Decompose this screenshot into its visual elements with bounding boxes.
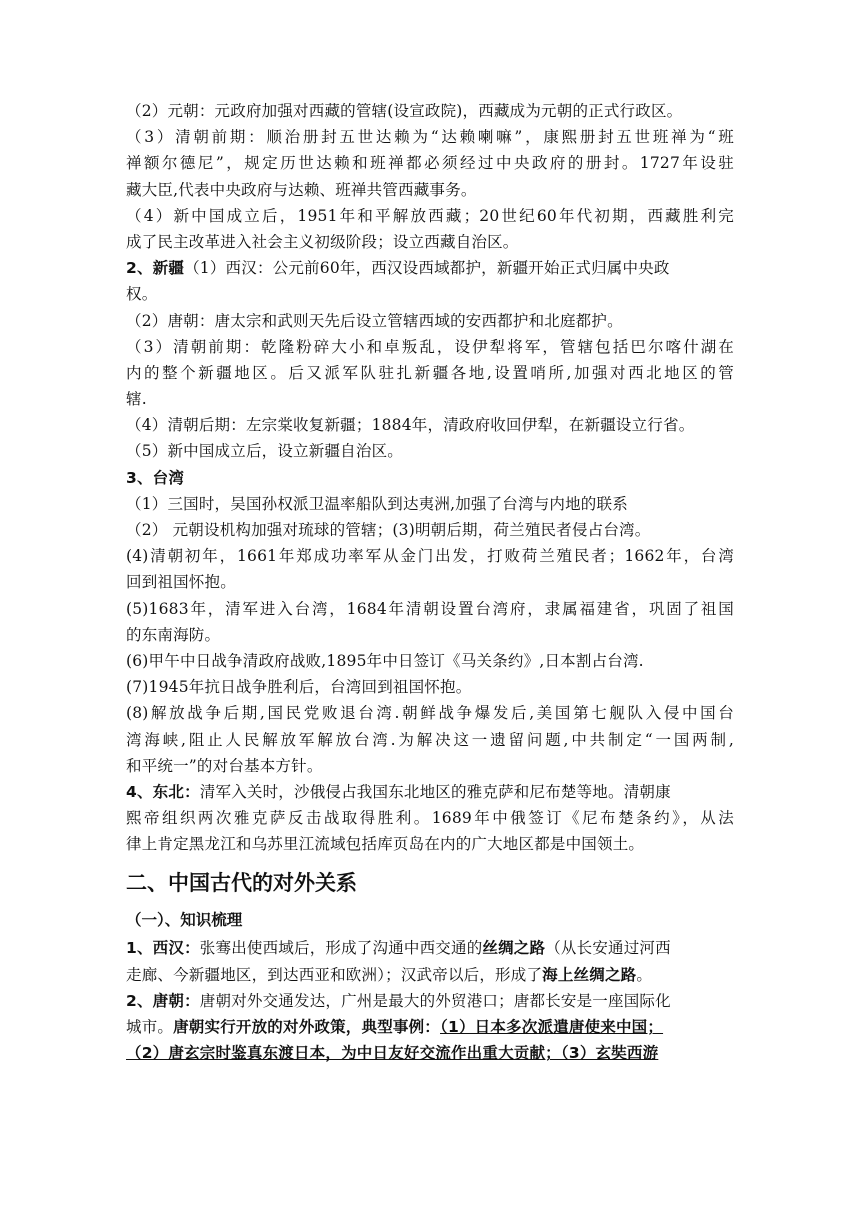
text-line: 禅额尔德尼”，规定历世达赖和班禅都必须经过中央政府的册封。1727年设驻 xyxy=(126,154,734,173)
text-span: 张骞出使西域后，形成了沟通中西交通的 xyxy=(199,939,483,958)
text-line: (6)甲午中日战争清政府战败,1895年中日签订《马关条约》,日本割占台湾. xyxy=(126,651,644,670)
text-line: （2）元朝：元政府加强对西藏的管辖(设宣政院)，西藏成为元朝的正式行政区。 xyxy=(126,102,683,120)
text-line: 回到祖国怀抱。 xyxy=(126,573,236,592)
text-line: （4）清朝后期：左宗棠收复新疆；1884年，清政府收回伊犁，在新疆设立行省。 xyxy=(126,416,695,435)
text-line xyxy=(126,962,734,988)
taiwan-label: 3、台湾 xyxy=(126,468,185,487)
text-line: 的东南海防。 xyxy=(126,625,221,644)
silk-road-term: 丝绸之路 xyxy=(482,939,546,958)
xihan-label: 1、西汉： xyxy=(126,939,200,958)
text-line: 律上肯定黑龙江和乌苏里江流域包括库页岛在内的广大地区都是中国领土。 xyxy=(126,835,645,854)
text-span: （从长安通过河西 xyxy=(545,939,671,958)
xinjiang-label: 2、新疆 xyxy=(126,259,185,278)
text-line: （3）清朝前期：顺治册封五世达赖为“达赖喇嘛”，康熙册封五世班禅为“班 xyxy=(126,128,734,147)
text-line: （2） 元朝设机构加强对琉球的管辖；(3)明朝后期，荷兰殖民者侵占台湾。 xyxy=(126,521,651,539)
text-line: 成了民主改革进入社会主义初级阶段；设立西藏自治区。 xyxy=(126,232,519,251)
text-span: 。 xyxy=(636,965,653,984)
text-line xyxy=(126,1014,734,1040)
text-line: 藏大臣,代表中央政府与达赖、班禅共管西藏事务。 xyxy=(126,180,477,199)
text-line: （1）三国时，吴国孙权派卫温率船队到达夷洲,加强了台湾与内地的联系 xyxy=(126,494,628,513)
text-line: 熙帝组织两次雅克萨反击战取得胜利。1689年中俄签订《尼布楚条约》，从法 xyxy=(126,809,734,828)
text-span: 唐朝对外交通发达，广州是最大的外贸港口；唐都长安是一座国际化 xyxy=(199,991,671,1010)
tang-example-2: （2）唐玄宗时鉴真东渡日本，为中日友好交流作出重大贡献；（3）玄奘西游 xyxy=(126,1044,659,1063)
text-line: 辖. xyxy=(126,390,147,409)
text-line: (8)解放战争后期,国民党败退台湾.朝鲜战争爆发后,美国第七舰队入侵中国台 xyxy=(126,704,734,723)
tang-line xyxy=(126,988,734,1014)
tangchao-label: 2、唐朝： xyxy=(126,991,200,1010)
text-span: 走廊、今新疆地区，到达西亚和欧洲）；汉武帝以后，形成了 xyxy=(126,965,543,984)
dongbei-line xyxy=(126,779,734,805)
maritime-silk-road-term: 海上丝绸之路 xyxy=(542,965,637,984)
text-line: 和平统一”的对台基本方针。 xyxy=(126,756,323,775)
tang-example-1: （1）日本多次派遣唐使来中国； xyxy=(440,1018,664,1036)
text-line: 内的整个新疆地区。后又派军队驻扎新疆各地,设置哨所,加强对西北地区的管 xyxy=(126,363,734,382)
text-line: （5）新中国成立后，设立新疆自治区。 xyxy=(126,442,403,461)
text-line: （2）唐朝：唐太宗和武则天先后设立管辖西域的安西都护和北庭都护。 xyxy=(126,311,623,330)
xihan-line xyxy=(126,935,734,961)
text-line: (4)清朝初年，1661年郑成功率军从金门出发，打败荷兰殖民者；1662年，台湾 xyxy=(126,547,734,566)
text-line: 权。 xyxy=(126,285,158,304)
dongbei-label: 4、东北： xyxy=(126,782,200,801)
tang-policy-text: 唐朝实行开放的对外政策，典型事例： xyxy=(173,1018,441,1036)
sub-heading: （一）、知识梳理 xyxy=(126,911,243,930)
text-line: (7)1945年抗日战争胜利后，台湾回到祖国怀抱。 xyxy=(126,678,472,697)
text-line: （3）清朝前期：乾隆粉碎大小和卓叛乱，设伊犁将军，管辖包括巴尔喀什湖在 xyxy=(126,337,734,356)
xinjiang-line xyxy=(126,255,734,281)
text-span: 清军入关时，沙俄侵占我国东北地区的雅克萨和尼布楚等地。清朝康 xyxy=(199,782,671,801)
text-span: 城市。 xyxy=(126,1018,174,1036)
text-span: （1）西汉：公元前60年，西汉设西域都护，新疆开始正式归属中央政 xyxy=(184,259,670,278)
text-line: (5)1683年，清军进入台湾，1684年清朝设置台湾府，隶属福建省，巩固了祖国 xyxy=(126,599,734,618)
text-line: 湾海峡,阻止人民解放军解放台湾.为解决这一遗留问题,中共制定“一国两制, xyxy=(126,730,734,749)
section-heading: 二、中国古代的对外关系 xyxy=(126,871,357,896)
text-line: （4）新中国成立后，1951年和平解放西藏；20世纪60年代初期，西藏胜利完 xyxy=(126,206,734,225)
